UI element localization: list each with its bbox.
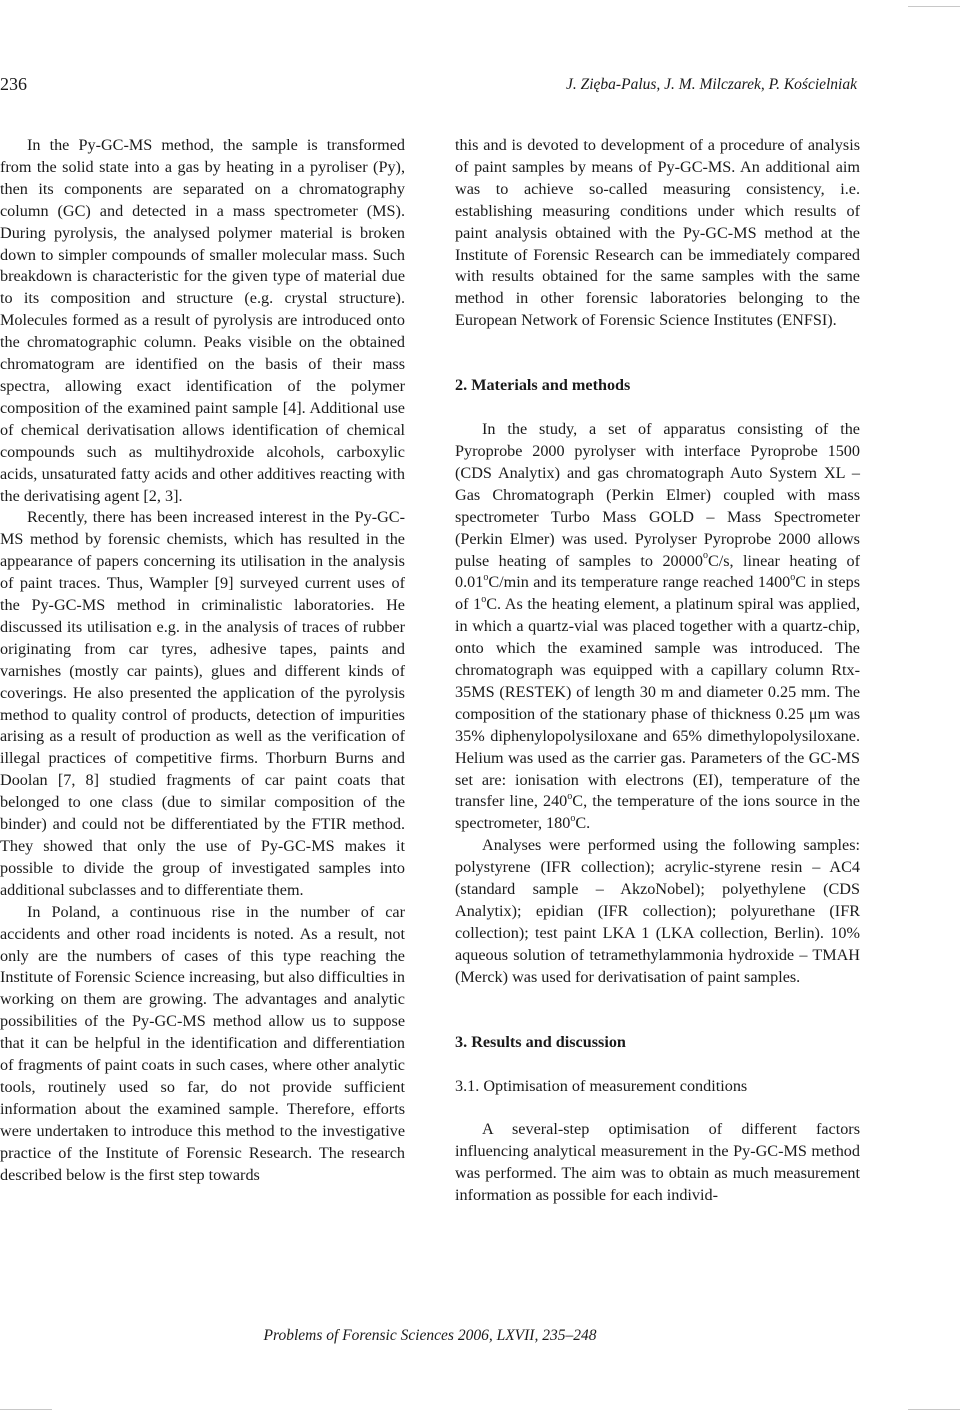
page-footer	[0, 1327, 960, 1345]
paragraph-continued-aim: this and is devoted to development of a procedure of analysis of paint samples by means of Py-GC-MS. An additional aim was to achieve so-called measuring consistency, i.e. establishing measuring conditions under which results of paint analysis obtained with the Py-GC-MS method at the Institute of Forensic Research can be immediately compared with results obtained for the same samples with the same method in other forensic laboratories belonging to the European Network of Forensic Science Institutes (ENFSI).	[455, 136, 860, 330]
paragraph-apparatus: In the study, a set of apparatus consisting of the Pyroprobe 2000 pyrolyser with interface Pyroprobe 1500 (CDS Analytix) and gas chromatograph Auto System XL – Gas Chromatograph (Perkin Elmer) coupled with mass spectrometer Turbo Mass GOLD – Mass Spectrometer (Perkin Elmer) was used. Pyrolyser Pyroprobe 2000 allows pulse heating of samples to 20000$^o$C/s, linear heating of 0.01$^o$C/min and its temperature range reached 1400$^o$C in steps of 1$^o$C. As the heating element, a platinum spiral was applied, in which a quartz-vial was placed together with a quartz-chip, onto which the examined sample was introduced. The chromatograph was equipped with a capillary column Rtx-35MS (RESTEK) of length 30 m and diameter 0.25 mm. The composition of the stationary phase of thickness 0.25 μm was 35% diphenylopolysiloxane and 65% dimethylopolysiloxane. Helium was used as the carrier gas. Parameters of the GC-MS set are: ionisation with electrons (EI), temperature of the transfer line, 240$^o$C, the temperature of the ions source in the spectrometer, 180$^o$C.	[455, 420, 861, 833]
corner-rule-top-right	[908, 6, 960, 7]
right-column	[455, 135, 860, 1207]
section-heading-materials-methods: 2. Materials and methods	[455, 376, 631, 395]
left-column	[0, 135, 405, 1187]
corner-rule-bottom-left	[0, 1409, 52, 1410]
paragraph-poland-accidents: In Poland, a continuous rise in the number of car accidents and other road incidents is noted. As a result, not only are the numbers of cases of this type reaching the Institute of Forensic Science increasing, but also difficulties in working on them are growing. The advantages and analytic possibilities of the Py-GC-MS method allow us to suppose that it can be helpful in the identification and differentiation of fragments of paint coats in such cases, where other analytic tools, routinely used so far, do not provide sufficient information about the examined sample. Therefore, efforts were undertaken to introduce this method to the investigative practice of the Institute of Forensic Research. The research described below is the first step towards	[0, 902, 405, 1184]
corner-rule-bottom-right	[908, 1409, 960, 1410]
paragraph-optimisation: A several-step optimisation of different factors influencing analytical measurement in the Py-GC-MS method was performed. The aim was to obtain as much measurement information as possible for each individ-	[455, 1120, 860, 1205]
journal-citation: Problems of Forensic Sciences 2006, LXVII, 235–248	[263, 1327, 597, 1344]
page-header	[0, 74, 960, 100]
paragraph-forensic-interest: Recently, there has been increased interest in the Py-GC-MS method by forensic chemists, which has resulted in the appearance of papers concerning its utilisation in the analysis of paint traces. Thus, Wampler [9] surveyed current uses of the Py-GC-MS method in criminalistic laboratories. He discussed its utilisation e.g. in the analysis of traces of rubber originating from car tyres, adhesive tapes, paints and varnishes (mostly car paints), glues and different kinds of coverings. He also presented the application of the pyrolysis method to quality control of products, detection of impurities arising as a result of production as well as the verification of illegal practices of competitive firms. Thorburn Burns and Doolan [7, 8] studied fragments of car paint coats that belonged to one class (due to similar composition of the binder) and could not be differentiated by the FTIR method. They showed that only the use of Py-GC-MS makes it possible to divide the group of investigated samples into additional subclasses and to differentiate them.	[0, 508, 405, 899]
section-heading-results-discussion: 3. Results and discussion	[455, 1032, 626, 1051]
paragraph-samples: Analyses were performed using the following samples: polystyrene (IFR collection); acrylic-styrene resin – AC4 (standard sample – AkzoNobel); polyethylene (CDS Analytix); epidian (IFR collection); polyurethane (IFR collection); test paint LKA 1 (LKA collection, Berlin). 10% aqueous solution of tetramethylammonia hydroxide – TMAH (Merck) was used for derivatisation of paint samples.	[455, 836, 860, 986]
running-head-authors: J. Zięba-Palus, J. M. Milczarek, P. Kościelniak	[566, 76, 857, 93]
page-number: 236	[0, 74, 27, 94]
paragraph-py-gc-ms-method: In the Py-GC-MS method, the sample is transformed from the solid state into a gas by heating in a pyroliser (Py), then its components are separated on a chromatography column (GC) and detected in a mass spectrometer (MS). During pyrolysis, the analysed polymer material is broken down to simpler compounds of smaller molecular mass. Such breakdown is characteristic for the given type of material due to its composition and structure (e.g. crystal structure). Molecules formed as a result of pyrolysis are introduced onto the chromatographic column. Peaks visible on the obtained chromatogram are identified on the basis of their mass spectra, allowing exact identification of the polymer composition of the examined paint sample [4]. Additional use of chemical derivatisation allows identification of chemical compounds such as multihydroxide alcohols, carboxylic acids, unsaturated fatty acids and other additives reacting with the derivatising agent [2, 3].	[0, 136, 405, 505]
subsection-heading-optimisation: 3.1. Optimisation of measurement conditions	[455, 1076, 748, 1095]
